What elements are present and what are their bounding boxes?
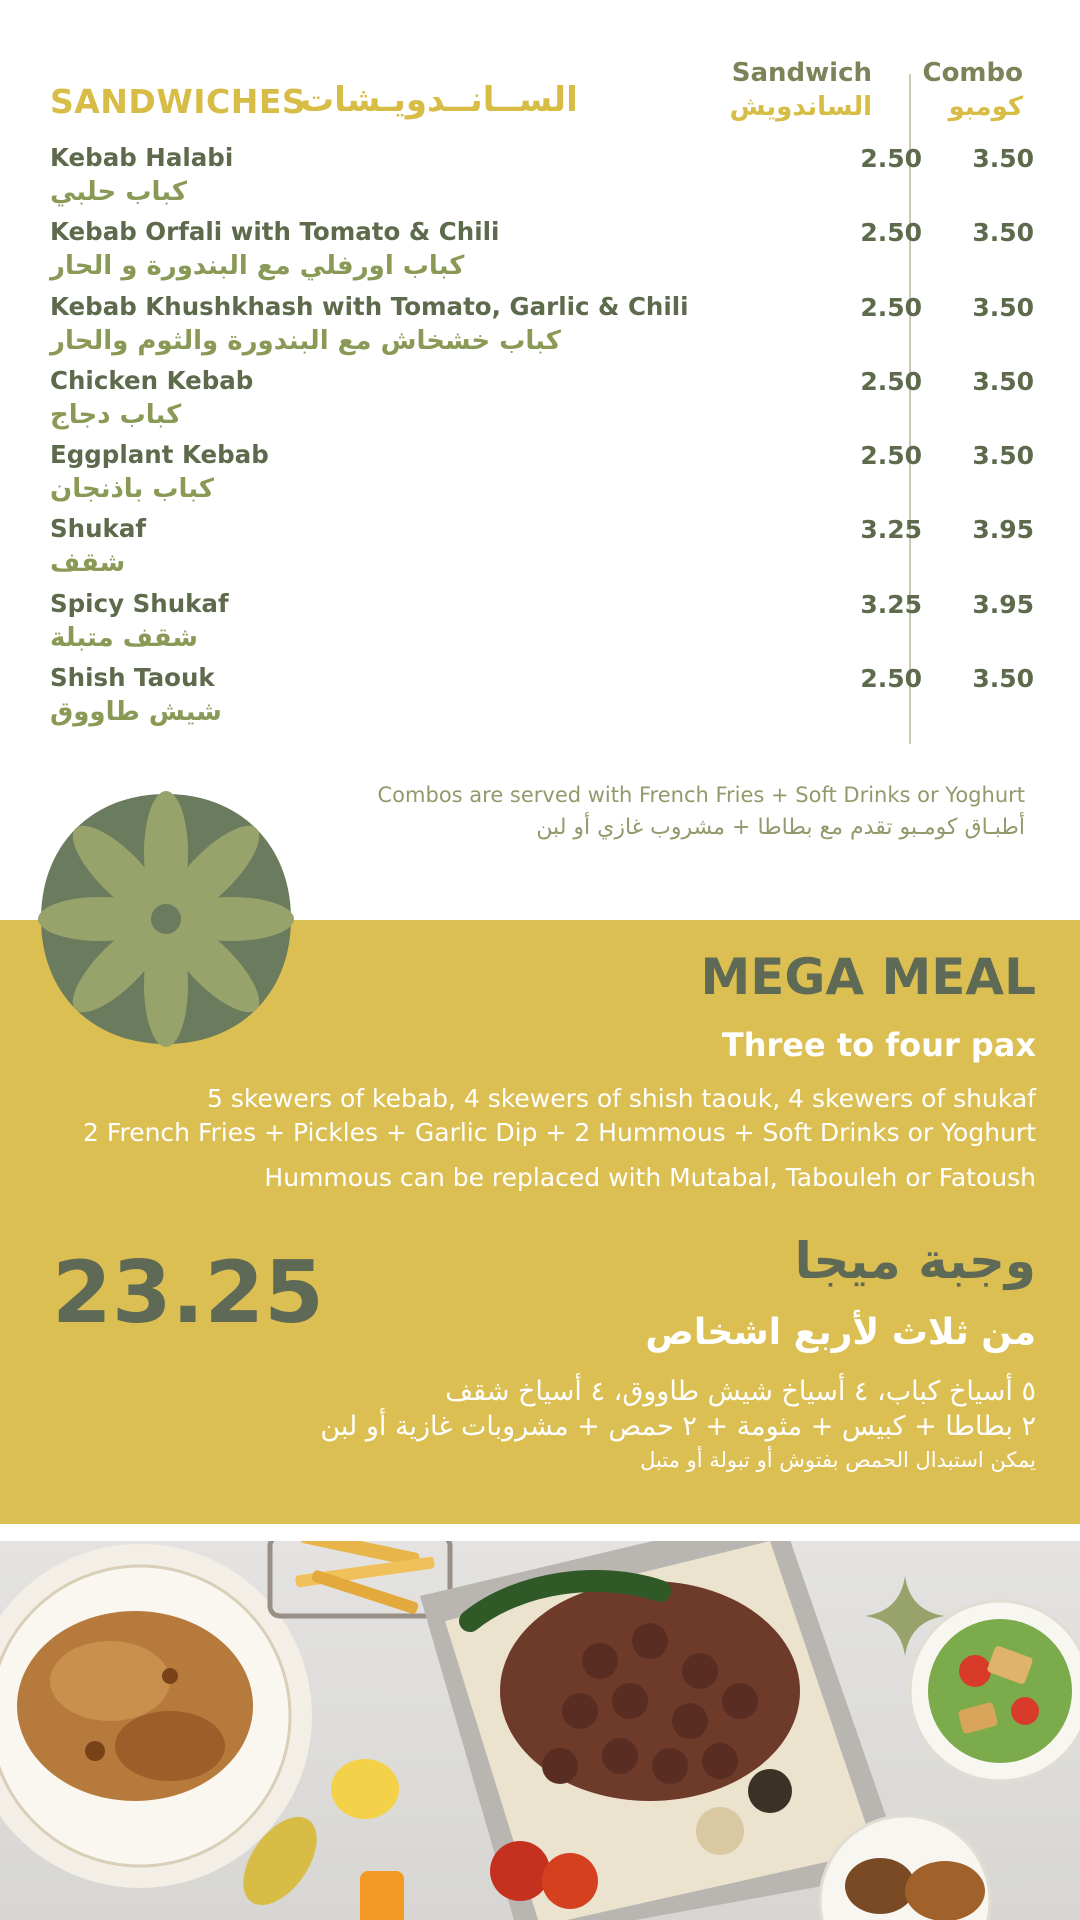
item-name-ar: كباب حلبي [50, 177, 187, 207]
lemon-wedge [331, 1759, 399, 1819]
column-header-combo [922, 56, 1023, 124]
item-sandwich-price: 3.25 [860, 515, 922, 545]
menu-items-list [50, 143, 1034, 737]
combo-note-ar: أطبـاق كومـبو تقدم مع بطاطا + مشروب غازي أو لبن [536, 815, 1025, 840]
item-name-ar: كباب باذنجان [50, 474, 214, 505]
item-name-en: Spicy Shukaf [50, 588, 229, 618]
food-photo [0, 1541, 1080, 1920]
mega-meal-description-line-ar: ٥ أسياخ كباب، ٤ أسياخ شيش طاووق، ٤ أسياخ شقف [445, 1376, 1036, 1407]
item-sandwich-price: 2.50 [860, 218, 922, 248]
column-header-sandwich [730, 56, 872, 124]
mega-meal-substitution-note: Hummous can be replaced with Mutabal, Tabouleh or Fatoush [264, 1163, 1036, 1192]
menu-item [50, 663, 1034, 737]
item-sandwich-price: 2.50 [860, 144, 922, 173]
mega-meal-subtitle: Three to four pax [721, 1026, 1036, 1064]
item-sandwich-price: 3.25 [860, 589, 922, 619]
item-combo-price: 3.50 [972, 664, 1034, 694]
item-name-ar: كباب اورفلي مع البندورة و الحار [50, 251, 465, 282]
column-header-sandwich-ar: الساندويش [729, 92, 872, 122]
item-combo-price: 3.95 [972, 589, 1034, 619]
section-title-en: SANDWICHES [50, 82, 307, 121]
section-title-ar: الســانــدويـشات [300, 80, 578, 120]
menu-item [50, 588, 1034, 663]
item-name-en: Chicken Kebab [50, 365, 254, 395]
mega-meal-substitution-note-ar: يمكن استبدال الحمص بفتوش أو تبولة أو متبل [640, 1448, 1036, 1472]
item-combo-price: 3.50 [972, 218, 1034, 248]
item-name-en: Kebab Khushkhash with Tomato, Garlic & Chili [50, 291, 689, 321]
mega-meal-title: MEGA MEAL [700, 948, 1036, 1006]
item-combo-price: 3.50 [972, 292, 1034, 322]
menu-item [50, 365, 1034, 440]
item-name-en: Eggplant Kebab [50, 440, 269, 470]
mega-meal-subtitle-ar: من ثلاث لأربع اشخاص [645, 1312, 1036, 1353]
mega-meal-title-ar: وجبة ميجا [794, 1232, 1036, 1290]
item-sandwich-price: 2.50 [860, 664, 922, 694]
fatoush-salad-bowl [910, 1601, 1080, 1781]
item-name-en: Shish Taouk [50, 663, 215, 693]
flower-emblem-icon [35, 788, 297, 1050]
menu-item [50, 143, 1034, 217]
item-name-en: Kebab Orfali with Tomato & Chili [50, 217, 500, 247]
item-name-ar: كباب خشخاش مع البندورة والثوم والحار [50, 325, 561, 356]
item-combo-price: 3.95 [972, 515, 1034, 545]
menu-item [50, 217, 1034, 291]
item-name-ar: كباب دجاج [50, 399, 182, 430]
item-sandwich-price: 2.50 [860, 292, 922, 322]
item-name-en: Shukaf [50, 514, 147, 544]
mega-meal-description-line: 5 skewers of kebab, 4 skewers of shish taouk, 4 skewers of shukaf [207, 1084, 1036, 1113]
item-sandwich-price: 2.50 [860, 366, 922, 396]
item-sandwich-price: 2.50 [860, 441, 922, 471]
item-name-ar: شقف [50, 548, 126, 579]
item-name-ar: شقف متبلة [50, 622, 199, 653]
mega-meal-description-line-ar: ٢ بطاطا + كبيس + مثومة + ٢ حمص + مشروبات غازية أو لبن [320, 1411, 1036, 1442]
menu-item [50, 514, 1034, 588]
menu-item [50, 440, 1034, 514]
column-header-combo-en: Combo [922, 58, 1023, 88]
item-name-en: Kebab Halabi [50, 143, 234, 172]
combo-note-en: Combos are served with French Fries + Soft Drinks or Yoghurt [377, 783, 1025, 807]
item-name-ar: شيش طاووق [50, 697, 222, 728]
juice-bottle [360, 1871, 404, 1920]
food-photo-illustration [0, 1541, 1080, 1920]
menu-item [50, 291, 1034, 366]
item-combo-price: 3.50 [972, 144, 1034, 173]
item-combo-price: 3.50 [972, 441, 1034, 471]
mega-meal-price: 23.25 [52, 1243, 325, 1343]
mega-meal-description-line: 2 French Fries + Pickles + Garlic Dip + 2 Hummous + Soft Drinks or Yoghurt [83, 1118, 1036, 1147]
item-combo-price: 3.50 [972, 366, 1034, 396]
column-header-sandwich-en: Sandwich [731, 58, 872, 88]
column-header-combo-ar: كومبو [948, 92, 1023, 122]
